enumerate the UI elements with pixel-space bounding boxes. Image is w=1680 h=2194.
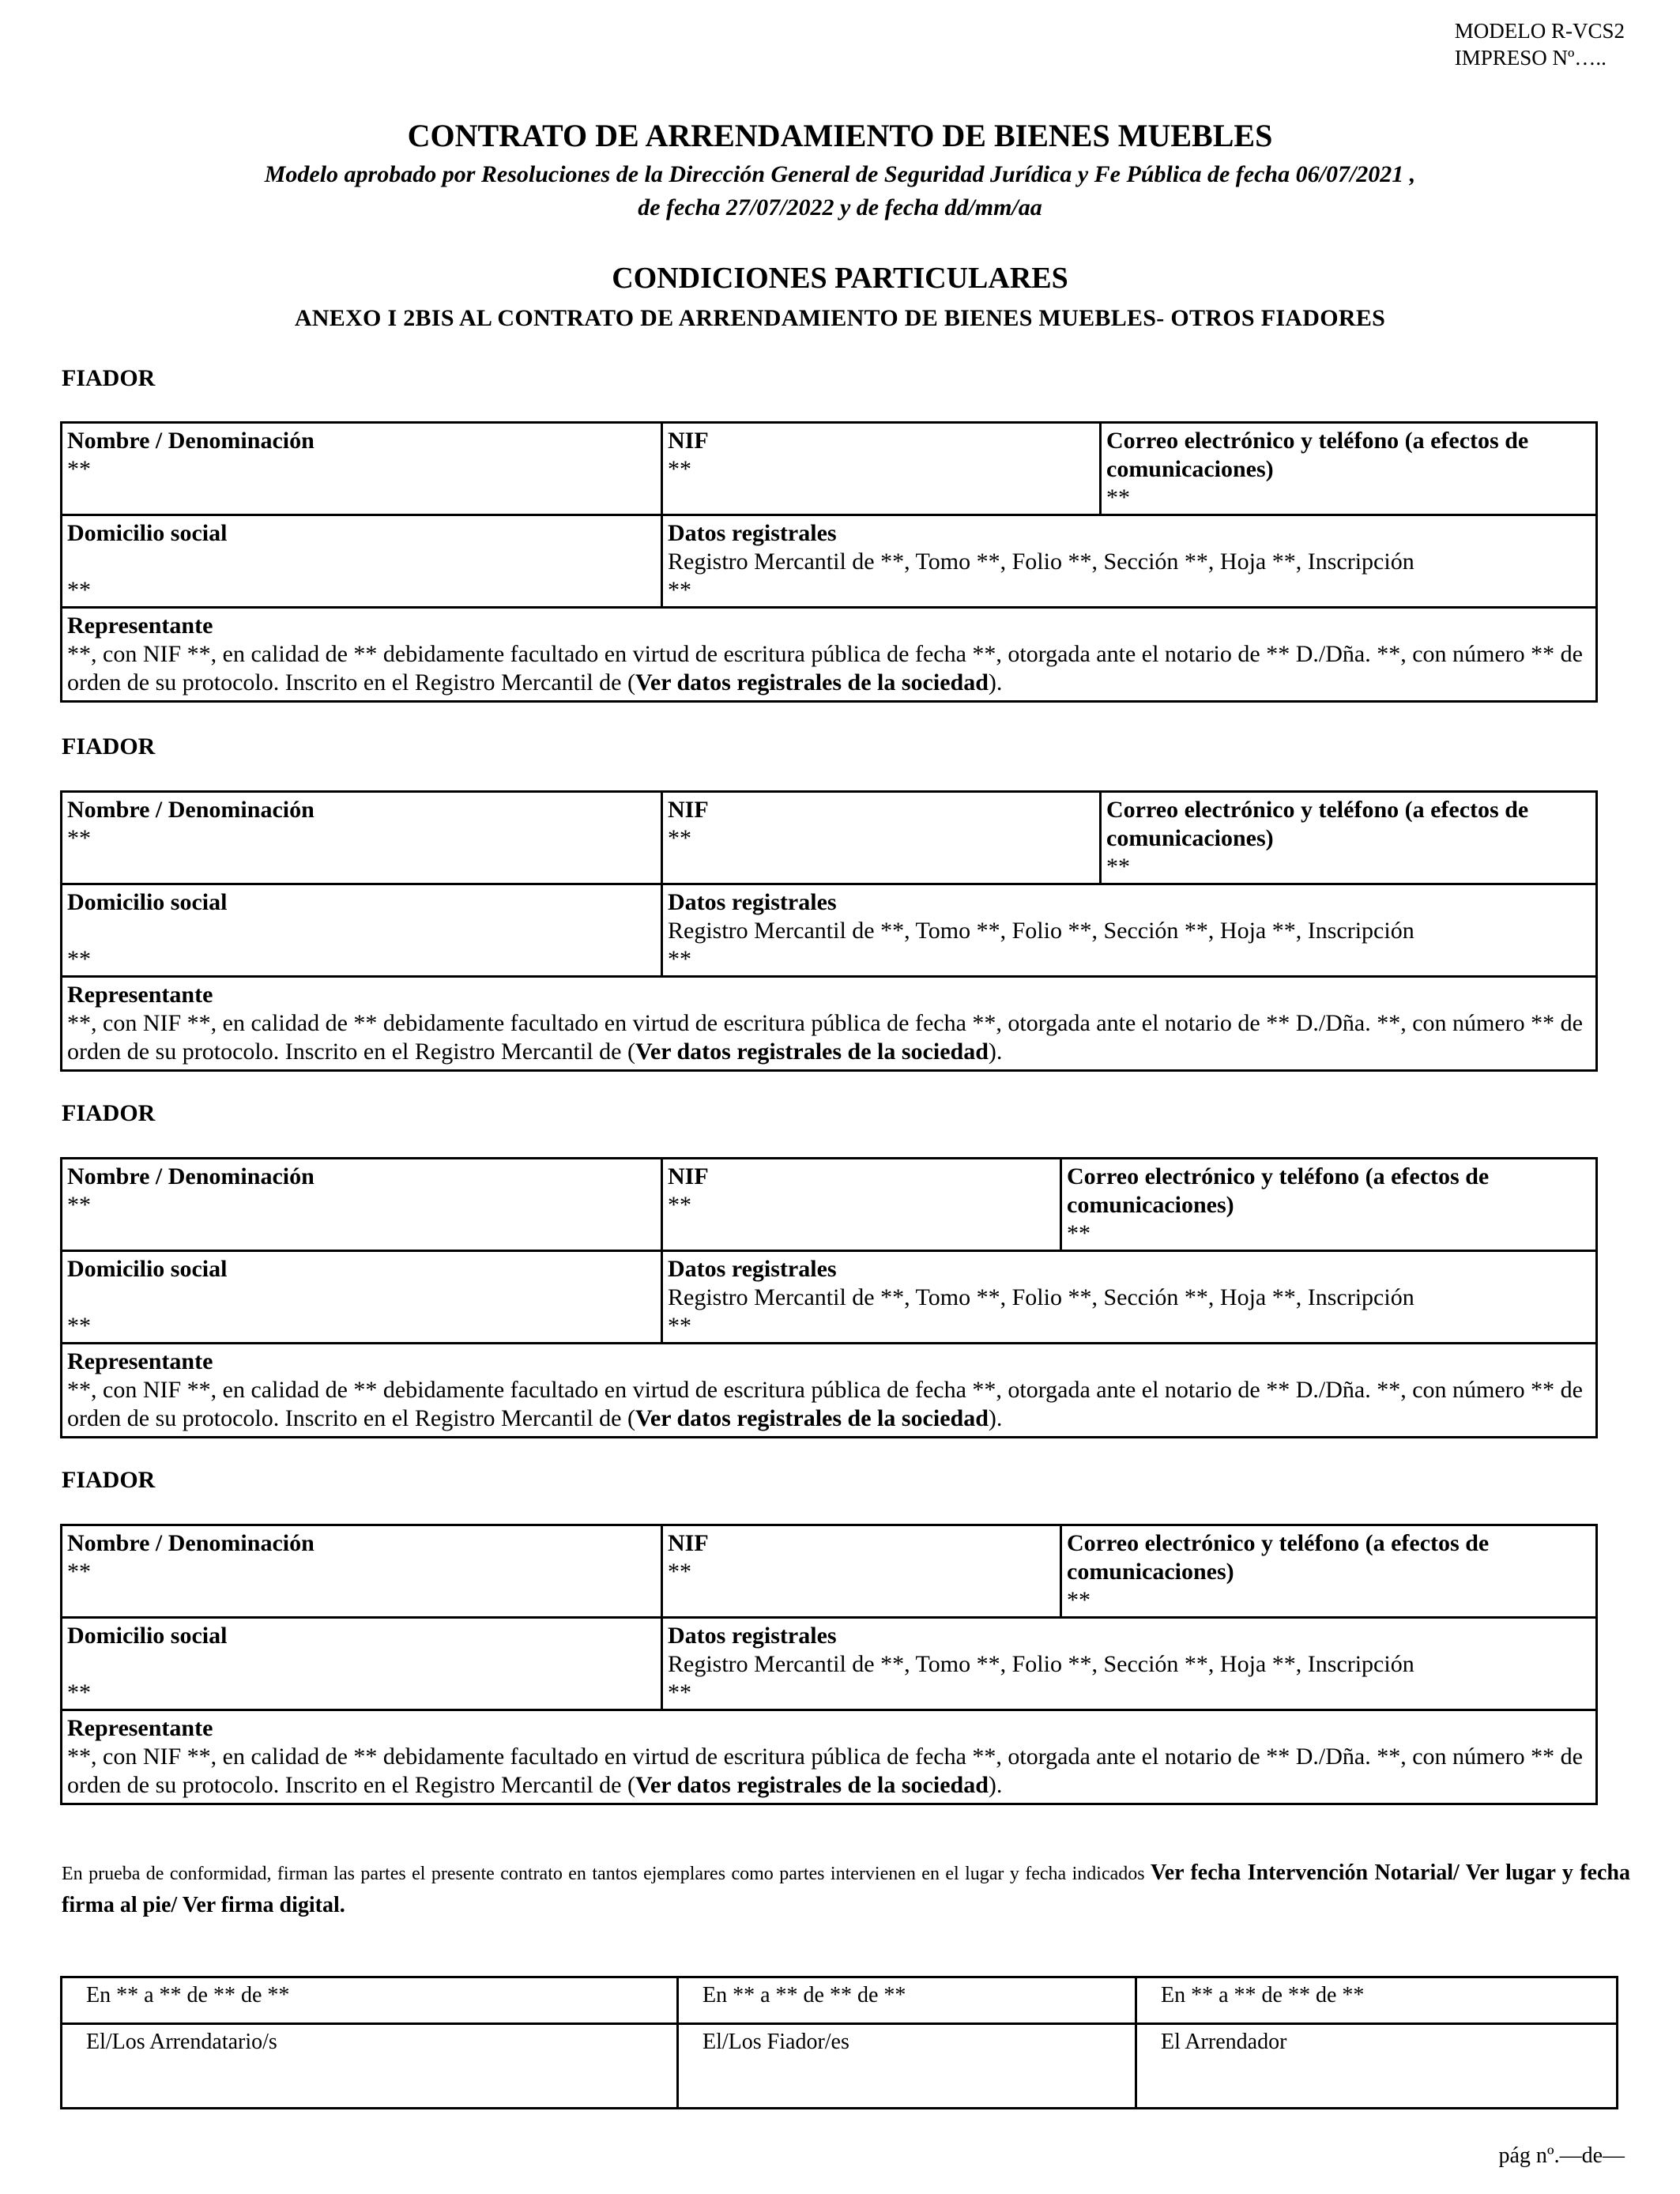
representative-end: ). <box>988 669 1003 696</box>
email-label: Correo electrónico y teléfono (a efectos de comunicaciones) <box>1067 1163 1490 1218</box>
representative-label: Representante <box>67 982 213 1008</box>
nif-value: ** <box>668 456 691 482</box>
name-label: Nombre / Denominación <box>67 1530 315 1556</box>
address-cell <box>62 1618 662 1710</box>
representative-end: ). <box>988 1405 1003 1431</box>
representative-cell <box>62 608 1597 702</box>
subtitle-line-2: de fecha 27/07/2022 y de fecha dd/mm/aa <box>638 194 1042 221</box>
representative-label: Representante <box>67 1715 213 1741</box>
registry-value: ** <box>668 946 691 972</box>
email-cell <box>1101 423 1597 515</box>
signature-arrendador[interactable]: El Arrendador <box>1136 2024 1618 2109</box>
email-cell <box>1101 792 1597 884</box>
registry-label: Datos registrales <box>668 1623 837 1649</box>
email-cell <box>1061 1159 1597 1251</box>
signature-date-arrendatario[interactable]: En ** a ** de ** de ** <box>62 1977 678 2024</box>
registry-cell <box>662 515 1597 608</box>
registry-cell <box>662 884 1597 977</box>
fiador-label: FIADOR <box>62 733 156 760</box>
email-value: ** <box>1106 484 1130 511</box>
address-value: ** <box>67 1313 91 1339</box>
representative-cell <box>62 1344 1597 1438</box>
document-subtitle <box>0 158 1680 224</box>
address-cell <box>62 884 662 977</box>
fiador-label: FIADOR <box>62 1467 156 1493</box>
representative-body: **, con NIF **, en calidad de ** debidamente facultado en virtud de escritura pública de fecha **, otorgada ante el notario de ** D./Dña. **, con número ** de orden de su protocolo. Inscrito en el Registro Mercantil de ( <box>67 641 1583 696</box>
guarantor-table <box>60 1157 1598 1438</box>
registry-label: Datos registrales <box>668 520 837 546</box>
name-cell <box>62 792 662 884</box>
signature-date-fiador[interactable]: En ** a ** de ** de ** <box>678 1977 1136 2024</box>
nif-cell <box>662 792 1101 884</box>
signature-arrendatario[interactable]: El/Los Arrendatario/s <box>62 2024 678 2109</box>
address-label: Domicilio social <box>67 520 228 546</box>
representative-link-text: Ver datos registrales de la sociedad <box>635 669 989 696</box>
name-value: ** <box>67 825 91 851</box>
fiador-label: FIADOR <box>62 365 156 391</box>
registry-text: Registro Mercantil de **, Tomo **, Folio **, Sección **, Hoja **, Inscripción <box>668 1284 1414 1310</box>
name-value: ** <box>67 456 91 482</box>
address-label: Domicilio social <box>67 1623 228 1649</box>
nif-value: ** <box>668 1192 691 1218</box>
name-label: Nombre / Denominación <box>67 1163 315 1189</box>
email-label: Correo electrónico y teléfono (a efectos de comunicaciones) <box>1106 797 1529 851</box>
email-cell <box>1061 1525 1597 1618</box>
representative-text <box>67 1376 1591 1433</box>
email-label: Correo electrónico y teléfono (a efectos de comunicaciones) <box>1067 1530 1490 1585</box>
document-title: CONTRATO DE ARRENDAMIENTO DE BIENES MUEBLES <box>407 118 1273 153</box>
modelo-code: MODELO R-VCS2 <box>1454 19 1625 43</box>
representative-label: Representante <box>67 613 213 639</box>
address-label: Domicilio social <box>67 889 228 915</box>
registry-text: Registro Mercantil de **, Tomo **, Folio **, Sección **, Hoja **, Inscripción <box>668 548 1414 575</box>
registry-value: ** <box>668 577 691 603</box>
nif-value: ** <box>668 1559 691 1585</box>
annex-title: ANEXO I 2BIS AL CONTRATO DE ARRENDAMIENTO DE BIENES MUEBLES- OTROS FIADORES <box>294 305 1386 331</box>
conformity-statement <box>62 1857 1630 1922</box>
signature-fiador[interactable]: El/Los Fiador/es <box>678 2024 1136 2109</box>
guarantor-table <box>60 1524 1598 1805</box>
nif-cell <box>662 423 1101 515</box>
registry-cell <box>662 1251 1597 1344</box>
address-value: ** <box>67 946 91 972</box>
name-cell <box>62 1525 662 1618</box>
nif-cell <box>662 1525 1061 1618</box>
representative-label: Representante <box>67 1348 213 1374</box>
address-value: ** <box>67 1679 91 1706</box>
page-number: pág nº.—de— <box>1498 2143 1625 2168</box>
registry-label: Datos registrales <box>668 1256 837 1282</box>
email-value: ** <box>1067 1587 1090 1613</box>
nif-label: NIF <box>668 1163 709 1189</box>
representative-cell <box>62 1710 1597 1804</box>
name-label: Nombre / Denominación <box>67 797 315 823</box>
nif-label: NIF <box>668 428 709 454</box>
fiador-label: FIADOR <box>62 1100 156 1126</box>
representative-link-text: Ver datos registrales de la sociedad <box>635 1405 989 1431</box>
email-label: Correo electrónico y teléfono (a efectos de comunicaciones) <box>1106 428 1529 482</box>
email-value: ** <box>1067 1220 1090 1246</box>
subtitle-line-1: Modelo aprobado por Resoluciones de la Dirección General de Seguridad Jurídica y Fe Pública de fecha 06/07/2021 , <box>264 161 1416 187</box>
guarantor-table <box>60 790 1598 1072</box>
address-value: ** <box>67 577 91 603</box>
representative-cell <box>62 977 1597 1071</box>
registry-value: ** <box>668 1313 691 1339</box>
registry-text: Registro Mercantil de **, Tomo **, Folio **, Sección **, Hoja **, Inscripción <box>668 918 1414 944</box>
nif-cell <box>662 1159 1061 1251</box>
address-cell <box>62 1251 662 1344</box>
impreso-number: IMPRESO Nº….. <box>1454 46 1607 70</box>
registry-label: Datos registrales <box>668 889 837 915</box>
name-label: Nombre / Denominación <box>67 428 315 454</box>
name-cell <box>62 1159 662 1251</box>
representative-link-text: Ver datos registrales de la sociedad <box>635 1039 989 1065</box>
address-label: Domicilio social <box>67 1256 228 1282</box>
conformity-text: En prueba de conformidad, firman las partes el presente contrato en tantos ejemplares como partes intervienen en el lugar y fecha indicados <box>62 1864 1151 1884</box>
model-reference <box>1455 17 1625 71</box>
nif-label: NIF <box>668 1530 709 1556</box>
signature-date-arrendador[interactable]: En ** a ** de ** de ** <box>1136 1977 1618 2024</box>
registry-value: ** <box>668 1679 691 1706</box>
email-value: ** <box>1106 854 1130 880</box>
name-value: ** <box>67 1559 91 1585</box>
guarantor-table <box>60 421 1598 703</box>
representative-text <box>67 1743 1591 1800</box>
conformity-bold-text: Ver fecha Intervención Notarial/ Ver lugar y fecha firma al pie/ Ver firma digital. <box>62 1860 1630 1917</box>
registry-cell <box>662 1618 1597 1710</box>
signature-table <box>60 1976 1618 2109</box>
representative-body: **, con NIF **, en calidad de ** debidamente facultado en virtud de escritura pública de fecha **, otorgada ante el notario de ** D./Dña. **, con número ** de orden de su protocolo. Inscrito en el Registro Mercantil de ( <box>67 1744 1583 1798</box>
nif-label: NIF <box>668 797 709 823</box>
name-cell <box>62 423 662 515</box>
address-cell <box>62 515 662 608</box>
registry-text: Registro Mercantil de **, Tomo **, Folio **, Sección **, Hoja **, Inscripción <box>668 1651 1414 1677</box>
representative-body: **, con NIF **, en calidad de ** debidamente facultado en virtud de escritura pública de fecha **, otorgada ante el notario de ** D./Dña. **, con número ** de orden de su protocolo. Inscrito en el Registro Mercantil de ( <box>67 1010 1583 1065</box>
name-value: ** <box>67 1192 91 1218</box>
representative-end: ). <box>988 1039 1003 1065</box>
representative-end: ). <box>988 1772 1003 1798</box>
representative-body: **, con NIF **, en calidad de ** debidamente facultado en virtud de escritura pública de fecha **, otorgada ante el notario de ** D./Dña. **, con número ** de orden de su protocolo. Inscrito en el Registro Mercantil de ( <box>67 1377 1583 1431</box>
nif-value: ** <box>668 825 691 851</box>
representative-text <box>67 640 1591 697</box>
representative-link-text: Ver datos registrales de la sociedad <box>635 1772 989 1798</box>
section-title: CONDICIONES PARTICULARES <box>612 262 1068 295</box>
representative-text <box>67 1009 1591 1066</box>
